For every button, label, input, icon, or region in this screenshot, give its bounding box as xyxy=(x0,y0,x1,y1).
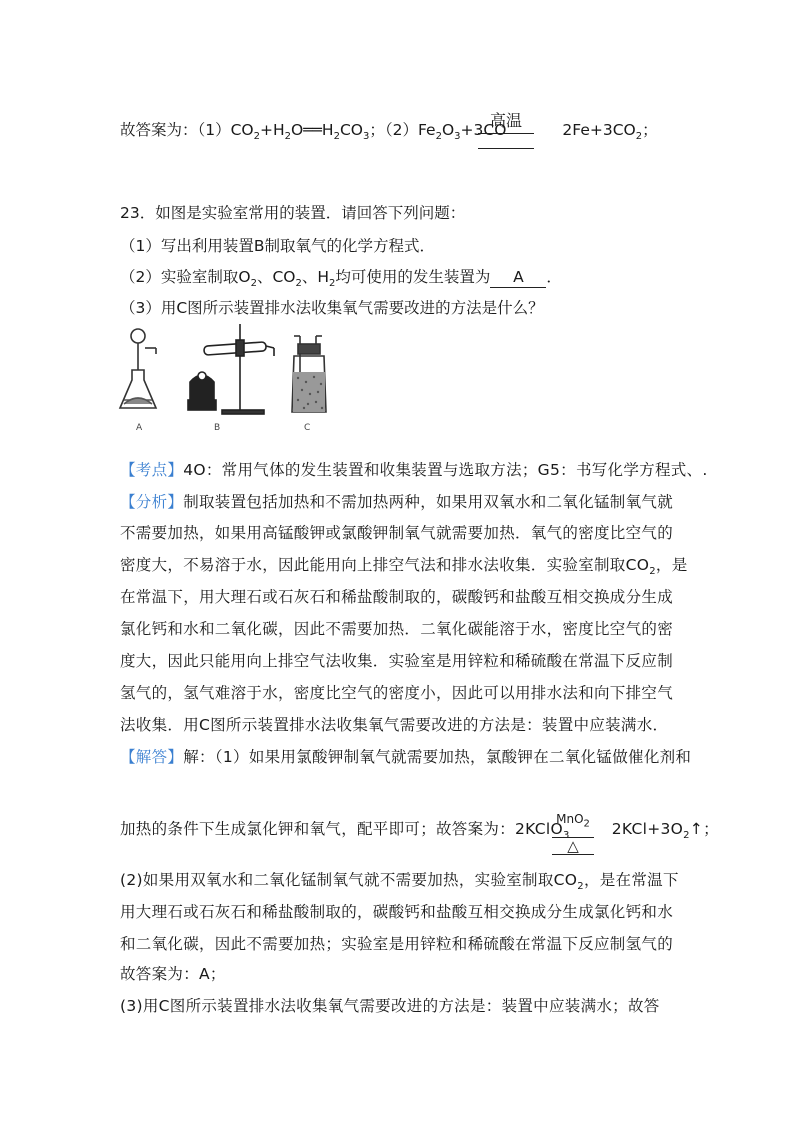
kaodian-tag: 【考点】 xyxy=(120,461,184,479)
apparatus-figure xyxy=(118,322,338,434)
part3-line: (3)用C图所示装置排水法收集氧气需要改进的方法是：装置中应装满水；故答 xyxy=(120,997,660,1015)
fenxi-line-1: 【分析】制取装置包括加热和不需加热两种，如果用双氧水和二氧化锰制氧气就 xyxy=(120,493,674,511)
fenxi-line-7: 氢气的，氢气难溶于水，密度比空气的密度小，因此可以用排水法和向下排空气 xyxy=(120,684,674,702)
fenxi-line-3: 密度大，不易溶于水，因此能用向上排空气法和排水法收集．实验室制取$CO_2$，是 xyxy=(120,556,688,578)
fenxi-line-2: 不需要加热，如果用高锰酸钾或氯酸钾制氧气就需要加热．氧气的密度比空气的 xyxy=(120,524,674,542)
label-b: B xyxy=(214,423,221,433)
label-a: A xyxy=(136,423,143,433)
condition-catalyst: MnO$_2$ △ xyxy=(552,812,594,855)
fenxi-line-4: 在常温下，用大理石或石灰石和稀盐酸制取的，碳酸钙和盐酸互相交换成分生成 xyxy=(120,588,674,606)
apparatus-c xyxy=(292,336,326,412)
fenxi-tag: 【分析】 xyxy=(120,493,184,511)
answer-blank: A xyxy=(490,267,546,288)
jieda-line: 【解答】解：（1）如果用氯酸钾制氧气就需要加热，氯酸钾在二氧化锰做催化剂和 xyxy=(120,748,692,766)
kaodian-line: 【考点】4O：常用气体的发生装置和收集装置与选取方法；G5：书写化学方程式、. xyxy=(120,461,708,479)
question-part-1: （1）写出利用装置B制取氧气的化学方程式． xyxy=(120,237,435,255)
part2-line-2: 用大理石或石灰石和稀盐酸制取的，碳酸钙和盐酸互相交换成分生成氯化钙和水 xyxy=(120,903,674,921)
question-part-3: （3）用C图所示装置排水法收集氧气需要改进的方法是什么？ xyxy=(120,299,544,317)
question-part-2: （2）实验室制取$O_2$、$CO_2$、$H_2$均可使用的发生装置为 A ． xyxy=(120,268,562,290)
fenxi-line-8: 法收集．用C图所示装置排水法收集氧气需要改进的方法是：装置中应装满水． xyxy=(120,716,669,734)
apparatus-a xyxy=(120,329,156,408)
part2-line-4: 故答案为：A； xyxy=(120,965,226,983)
answer-line-top: 故答案为：$(1)CO_2+H_2O══H_2CO_3$；$(2)Fe_2O_3+3CO$ $2Fe+3CO_2$； xyxy=(120,121,658,143)
answer-equation-line: 加热的条件下生成氯化钾和氧气，配平即可；故答案为：2KClO$_3$ $2KCl+3O_2↑$； xyxy=(120,820,719,842)
fenxi-line-6: 度大，因此只能用向上排空气法收集．实验室是用锌粒和稀硫酸在常温下反应制 xyxy=(120,652,674,670)
fenxi-line-5: 氯化钙和水和二氧化碳，因此不需要加热．二氧化碳能溶于水，密度比空气的密 xyxy=(120,620,674,638)
part2-line-1: (2)如果用双氧水和二氧化锰制氧气就不需要加热，实验室制取$CO_2$，是在常温下 xyxy=(120,871,679,893)
label-c: C xyxy=(304,423,311,433)
part2-line-3: 和二氧化碳，因此不需要加热；实验室是用锌粒和稀硫酸在常温下反应制氢气的 xyxy=(120,935,674,953)
apparatus-b xyxy=(188,324,274,414)
jieda-tag: 【解答】 xyxy=(120,748,184,766)
condition-high-temp: 高温 xyxy=(478,108,534,149)
question-title: 23．如图是实验室常用的装置．请回答下列问题： xyxy=(120,204,466,222)
